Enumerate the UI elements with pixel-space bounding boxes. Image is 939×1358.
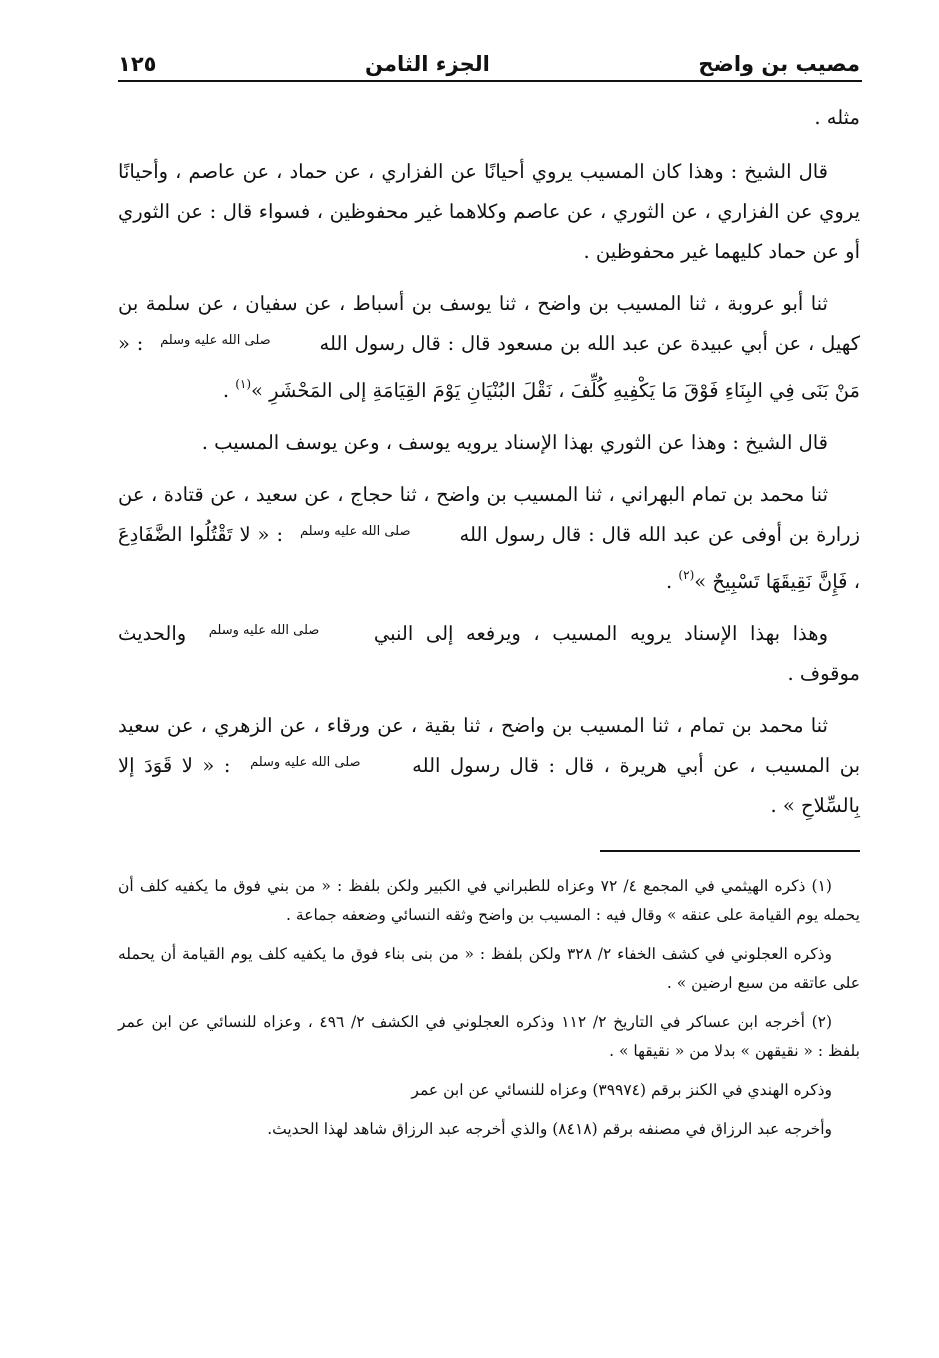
footnote-2-continued-2: وأخرجه عبد الرزاق في مصنفه برقم (٨٤١٨) والذي أخرجه عبد الرزاق شاهد لهذا الحديث.: [267, 1120, 832, 1138]
footnote-2-continued: وذكره الهندي في الكنز برقم (٣٩٩٧٤) وعزاه للنسائي عن ابن عمر: [411, 1081, 832, 1099]
footnote-1-continued: وذكره العجلوني في كشف الخفاء ٢/ ٣٢٨ ولكن بلفظ : « من بنى بناء فوق ما يكفيه كلف يوم القيامة أن يحمله على عاتقه من سبع ارضين » .: [118, 945, 860, 992]
footnote-divider: [600, 850, 860, 852]
part-title: الجزء الثامن: [365, 52, 490, 76]
paragraph-3-end: .: [222, 379, 230, 402]
footnote-1: (١) ذكره الهيثمي في المجمع ٤/ ٧٢ وعزاه للطبراني في الكبير ولكن بلفظ : « من بني فوق ما يكفيه كلف أن يحمله يوم القيامة على عنقه » وقال فيه : المسيب بن واضح وثقه النسائي وضعفه جماعة .: [118, 877, 860, 924]
hadith-matn: : « لا قَوَدَ إلا بِالسِّلاحِ » .: [118, 754, 860, 817]
chapter-title: مصيب بن واضح: [698, 52, 860, 76]
hadith-isnad: ثنا محمد بن تمام البهراني ، ثنا المسيب بن واضح ، ثنا حجاج ، عن سعيد ، عن قتادة ، عن زرارة بن أوفى عن عبد الله قال : قال رسول الله: [118, 483, 860, 546]
paragraph-6-text: وهذا بهذا الإسناد يرويه المسيب ، ويرفعه إلى النبي: [373, 622, 828, 645]
salutation-glyph: صلى الله عليه وسلم: [208, 623, 320, 638]
running-header: [118, 40, 860, 76]
paragraph-1: مثله .: [814, 106, 860, 129]
hadith-matn: : « مَنْ بَنَى فِي البِنَاءِ فَوْقَ مَا يَكْفِيهِ كُلِّفَ ، نَقْلَ البُنْيَانِ يَوْمَ القِيَامَةِ إلى المَحْشَرِ »: [118, 332, 860, 402]
salutation-glyph: صلى الله عليه وسلم: [160, 333, 271, 348]
footnotes-section: [118, 872, 860, 1154]
hadith-isnad: ثنا أبو عروبة ، ثنا المسيب بن واضح ، ثنا يوسف بن أسباط ، عن سفيان ، عن سلمة بن كهيل ، عن أبي عبيدة عن عبد الله بن مسعود قال : قال رسول الله: [118, 292, 861, 355]
page-number: ١٢٥: [118, 52, 157, 76]
salutation-glyph: صلى الله عليه وسلم: [250, 755, 361, 770]
footnote-ref-1: (١): [235, 377, 252, 391]
paragraph-3: [118, 284, 860, 411]
paragraph-6-tail: والحديث موقوف .: [118, 622, 860, 685]
paragraph-2: قال الشيخ : وهذا كان المسيب يروي أحيانًا عن الفزاري ، عن حماد ، عن عاصم ، وأحيانًا يروي عن الفزاري ، عن الثوري ، عن عاصم وكلاهما غير محفوظين ، فسواء قال : عن الثوري أو عن حماد كليهما غير محفوظين .: [118, 160, 860, 263]
paragraph-4: قال الشيخ : وهذا عن الثوري بهذا الإسناد يرويه يوسف ، وعن يوسف المسيب .: [201, 431, 828, 454]
paragraph-5-end: .: [666, 570, 673, 593]
footnote-2: (٢) أخرجه ابن عساكر في التاريخ ٢/ ١١٢ وذكره العجلوني في الكشف ٢/ ٤٩٦ ، وعزاه للنسائي عن ابن عمر بلفظ : « نقيقهن » بدلا من « نقيقها » .: [118, 1013, 860, 1060]
hadith-matn: : « لا تَقْتُلُوا الضَّفَادِعَ ، فَإِنَّ نَقِيقَهَا تَسْبِيحٌ »: [118, 523, 860, 593]
paragraph-7: [118, 706, 860, 826]
salutation-glyph: صلى الله عليه وسلم: [300, 524, 411, 539]
hadith-isnad: ثنا محمد بن تمام ، ثنا المسيب بن واضح ، ثنا بقية ، عن ورقاء ، عن الزهري ، عن سعيد بن المسيب ، عن أبي هريرة ، قال : قال رسول الله: [118, 714, 861, 777]
main-text: [118, 98, 860, 838]
paragraph-6: [118, 614, 860, 694]
footnote-ref-2: (٢): [678, 568, 695, 582]
header-divider: [118, 80, 862, 82]
paragraph-5: [118, 475, 860, 602]
